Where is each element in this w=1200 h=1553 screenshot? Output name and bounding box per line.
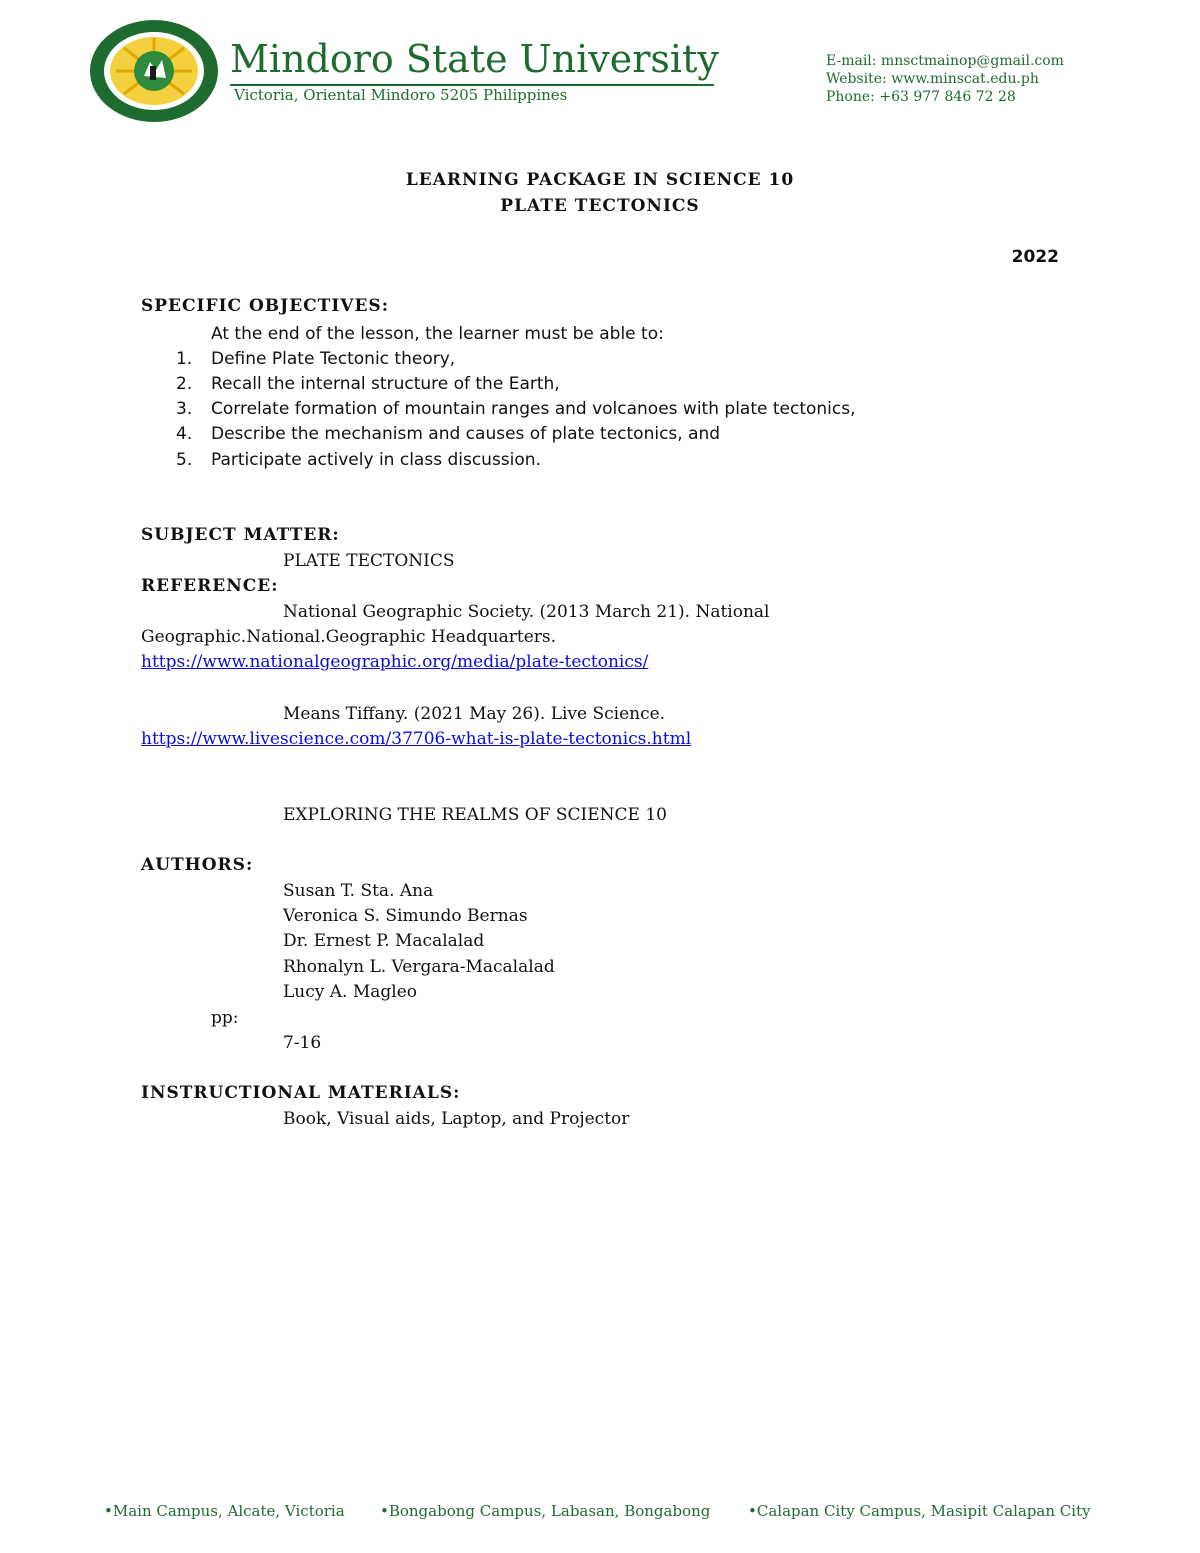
reference-1-link[interactable]: https://www.nationalgeographic.org/media/plate-tectonics/ — [141, 652, 649, 672]
contact-website: Website: www.minscat.edu.ph — [826, 71, 1039, 87]
reference-1-line-1: National Geographic Society. (2013 March 21). National — [283, 602, 770, 622]
university-address: Victoria, Oriental Mindoro 5205 Philippines — [234, 86, 568, 104]
pages-label: pp: — [211, 1008, 239, 1028]
pages-value: 7-16 — [283, 1033, 322, 1053]
objectives-intro: At the end of the lesson, the learner must be able to: — [211, 324, 664, 344]
materials-heading: INSTRUCTIONAL MATERIALS: — [141, 1083, 461, 1103]
reference-heading: REFERENCE: — [141, 576, 279, 596]
objective-number: 1. — [176, 349, 193, 369]
materials-value: Book, Visual aids, Laptop, and Projector — [283, 1109, 630, 1129]
subject-matter-heading: SUBJECT MATTER: — [141, 525, 340, 545]
objective-number: 4. — [176, 424, 193, 444]
authors-heading: AUTHORS: — [141, 855, 254, 875]
document-title: LEARNING PACKAGE IN SCIENCE 10 — [405, 170, 795, 190]
objective-number: 3. — [176, 399, 193, 419]
author-name: Dr. Ernest P. Macalalad — [283, 931, 485, 951]
reference-2-line-1: Means Tiffany. (2021 May 26). Live Science. — [283, 704, 666, 724]
objectives-heading: SPECIFIC OBJECTIVES: — [141, 296, 389, 316]
footer-campus-bongabong: •Bongabong Campus, Labasan, Bongabong — [380, 1502, 711, 1520]
footer-campus-main: •Main Campus, Alcate, Victoria — [104, 1502, 345, 1520]
subject-matter-value: PLATE TECTONICS — [283, 551, 455, 571]
document-subtitle: PLATE TECTONICS — [500, 196, 700, 216]
university-name: Mindoro State University — [230, 37, 719, 81]
author-name: Susan T. Sta. Ana — [283, 881, 434, 901]
document-year: 2022 — [1011, 247, 1059, 267]
author-name: Lucy A. Magleo — [283, 982, 418, 1002]
reference-1-line-2: Geographic.National.Geographic Headquarters. — [141, 627, 557, 647]
author-name: Rhonalyn L. Vergara-Macalalad — [283, 957, 555, 977]
objective-item: Participate actively in class discussion. — [211, 450, 541, 470]
objective-item: Recall the internal structure of the Earth, — [211, 374, 560, 394]
objective-number: 5. — [176, 450, 193, 470]
reference-book: EXPLORING THE REALMS OF SCIENCE 10 — [283, 805, 668, 825]
reference-2-link[interactable]: https://www.livescience.com/37706-what-is-plate-tectonics.html — [141, 729, 692, 749]
contact-email: E-mail: mnsctmainop@gmail.com — [826, 53, 1064, 69]
contact-phone: Phone: +63 977 846 72 28 — [826, 89, 1016, 105]
objective-item: Correlate formation of mountain ranges and volcanoes with plate tectonics, — [211, 399, 856, 419]
objective-number: 2. — [176, 374, 193, 394]
footer-campus-calapan: •Calapan City Campus, Masipit Calapan City — [748, 1502, 1091, 1520]
university-logo — [88, 18, 220, 124]
author-name: Veronica S. Simundo Bernas — [283, 906, 528, 926]
objective-item: Define Plate Tectonic theory, — [211, 349, 456, 369]
objective-item: Describe the mechanism and causes of plate tectonics, and — [211, 424, 721, 444]
